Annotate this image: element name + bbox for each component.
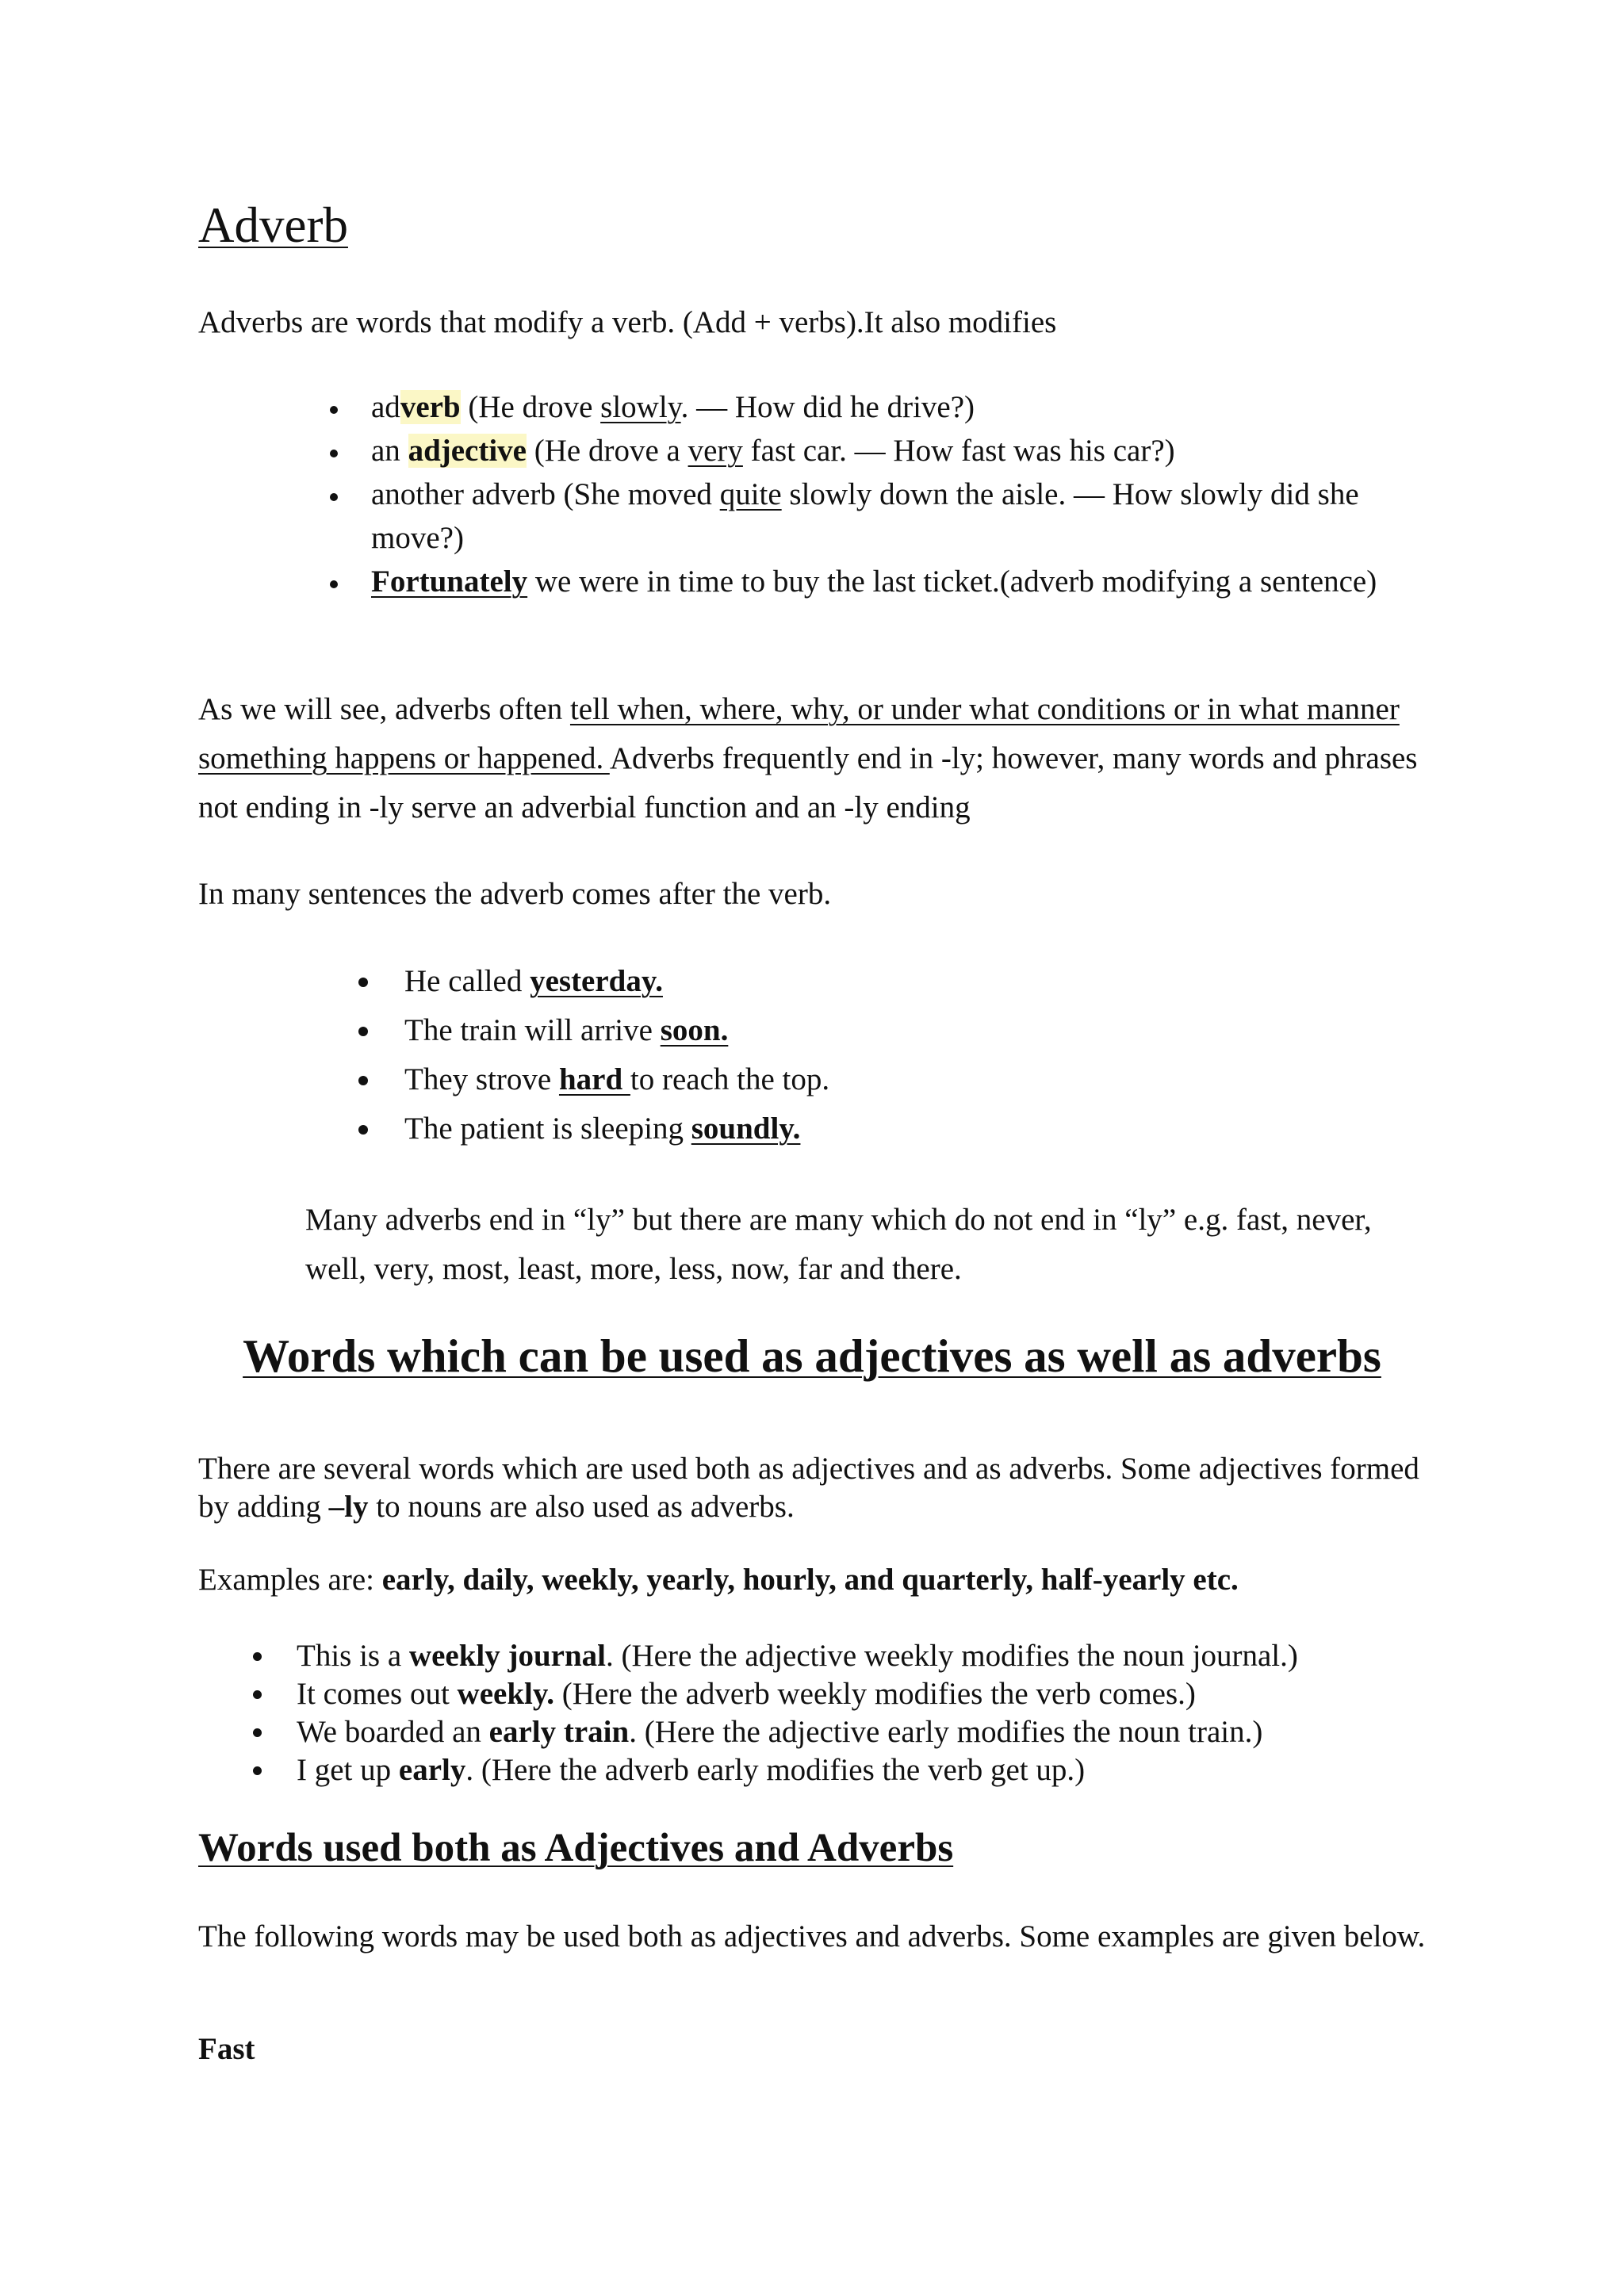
list-item: Fortunately we were in time to buy the last ticket.(adverb modifying a sentence) [371,560,1450,603]
bullet-icon [358,1125,368,1135]
following-words-paragraph: The following words may be used both as adjectives and adverbs. Some examples are given below. [198,1919,1426,1954]
subsection-heading: Words used both as Adjectives and Adverbs [198,1826,954,1870]
usage-list [297,1637,1486,1789]
bullet-icon [358,978,368,987]
ly-paragraph: Many adverbs end in “ly” but there are many which do not end in “ly” e.g. fast, never, well, very, most, least, more, less, now, far and there. [305,1203,1372,1286]
bullet-icon [253,1728,262,1737]
bullet-icon [330,450,338,457]
list-item: He called yesterday. [404,957,1435,1006]
modifies-list [371,385,1450,603]
page-title: Adverb [198,197,348,253]
bullet-icon [253,1652,262,1661]
list-item: They strove hard to reach the top. [404,1055,1435,1104]
section-heading: Words which can be used as adjectives as well as adverbs [243,1330,1381,1382]
bullet-icon [253,1766,262,1775]
list-item: We boarded an early train. (Here the adjective early modifies the noun train.) [297,1713,1486,1751]
examples-list [404,957,1435,1154]
conditions-paragraph: As we will see, adverbs often tell when, where, why, or under what conditions or in what manner something happens or happened. Adverbs frequently end in -ly; however, many words and phrases not ending in -ly serve an adverbial function and an -ly ending [198,692,1418,825]
bullet-icon [253,1690,262,1699]
bullet-icon [358,1027,368,1036]
bullet-icon [330,493,338,501]
examples-paragraph: Examples are: early, daily, weekly, yearly, hourly, and quarterly, half-yearly etc. [198,1563,1239,1597]
bullet-icon [330,406,338,414]
list-item: It comes out weekly. (Here the adverb weekly modifies the verb comes.) [297,1675,1486,1713]
list-item: The patient is sleeping soundly. [404,1104,1435,1154]
bullet-icon [358,1076,368,1085]
intro-paragraph: Adverbs are words that modify a verb. (Add + verbs).It also modifies [198,305,1057,339]
list-item: The train will arrive soon. [404,1006,1435,1055]
fast-subheading: Fast [198,2032,255,2066]
list-item: This is a weekly journal. (Here the adjective weekly modifies the noun journal.) [297,1637,1486,1675]
list-item: adverb (He drove slowly. — How did he drive?) [371,385,1450,429]
position-paragraph: In many sentences the adverb comes after the verb. [198,877,832,911]
list-item: I get up early. (Here the adverb early modifies the verb get up.) [297,1751,1486,1789]
both-uses-paragraph: There are several words which are used both as adjectives and as adverbs. Some adjectives formed by adding –ly to nouns are also used as adverbs. [198,1452,1419,1524]
bullet-icon [330,580,338,588]
list-item: another adverb (She moved quite slowly down the aisle. — How slowly did she move?) [371,473,1450,560]
list-item: an adjective (He drove a very fast car. — How fast was his car?) [371,429,1450,473]
